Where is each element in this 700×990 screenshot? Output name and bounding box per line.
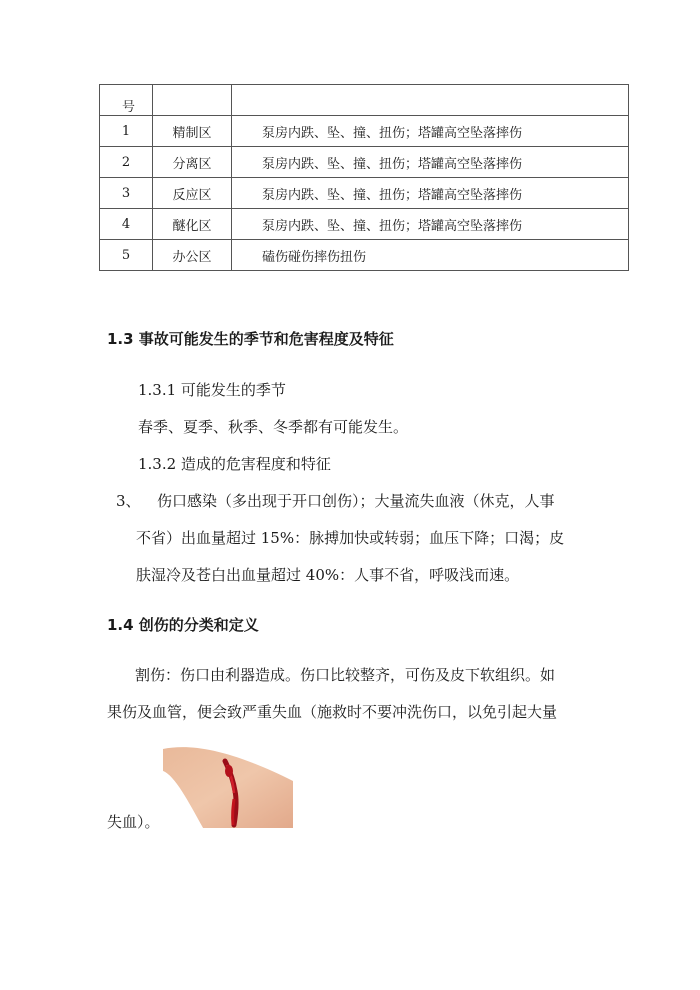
row-num: 1 <box>100 116 153 147</box>
row-num: 4 <box>100 209 153 240</box>
harm-text-line: 肤湿冷及苍白出血量超过 40%：人事不省，呼吸浅而速。 <box>136 566 520 584</box>
table-row <box>100 209 629 240</box>
seasons-text: 春季、夏季、秋季、冬季都有可能发生。 <box>138 418 409 436</box>
harm-text-line: 伤口感染（多出现于开口创伤）；大量流失血液（休克，人事 <box>157 492 555 510</box>
row-num: 5 <box>100 240 153 271</box>
harm-text-line: 不省）出血量超过 15%：脉搏加快或转弱；血压下降；口渴；皮 <box>136 529 565 547</box>
cut-definition-line: 割伤：伤口由利器造成。伤口比较整齐，可伤及皮下软组织。如 <box>135 666 556 684</box>
cut-wound-photo <box>163 741 293 828</box>
section-1-4-heading: 1.4 创伤的分类和定义 <box>107 616 259 634</box>
header-area-cell <box>153 85 232 116</box>
header-hazard-cell <box>232 85 629 116</box>
row-area: 办公区 <box>153 240 232 271</box>
row-num: 3 <box>100 178 153 209</box>
table-row <box>100 240 629 271</box>
row-hazard: 泵房内跌、坠、撞、扭伤；塔罐高空坠落摔伤 <box>232 116 629 147</box>
row-num: 2 <box>100 147 153 178</box>
row-hazard: 泵房内跌、坠、撞、扭伤；塔罐高空坠落摔伤 <box>232 178 629 209</box>
row-area: 精制区 <box>153 116 232 147</box>
header-num-cell: 号 <box>100 85 153 116</box>
cut-definition-line: 果伤及血管，便会致严重失血（施救时不要冲洗伤口，以免引起大量 <box>107 703 558 721</box>
row-hazard: 磕伤碰伤摔伤扭伤 <box>232 240 629 271</box>
table-row <box>100 116 629 147</box>
row-hazard: 泵房内跌、坠、撞、扭伤；塔罐高空坠落摔伤 <box>232 209 629 240</box>
section-1-3-heading: 1.3 事故可能发生的季节和危害程度及特征 <box>107 330 394 348</box>
subsection-1-3-1-heading: 1.3.1 可能发生的季节 <box>138 381 286 399</box>
row-area: 醚化区 <box>153 209 232 240</box>
hazard-table <box>99 84 629 271</box>
list-item-number: 3、 <box>116 492 141 510</box>
table-row <box>100 178 629 209</box>
subsection-1-3-2-heading: 1.3.2 造成的危害程度和特征 <box>138 455 331 473</box>
cut-definition-line: 失血）。 <box>107 813 160 831</box>
row-area: 反应区 <box>153 178 232 209</box>
row-hazard: 泵房内跌、坠、撞、扭伤；塔罐高空坠落摔伤 <box>232 147 629 178</box>
row-area: 分离区 <box>153 147 232 178</box>
table-header-row <box>100 85 629 116</box>
table-row <box>100 147 629 178</box>
